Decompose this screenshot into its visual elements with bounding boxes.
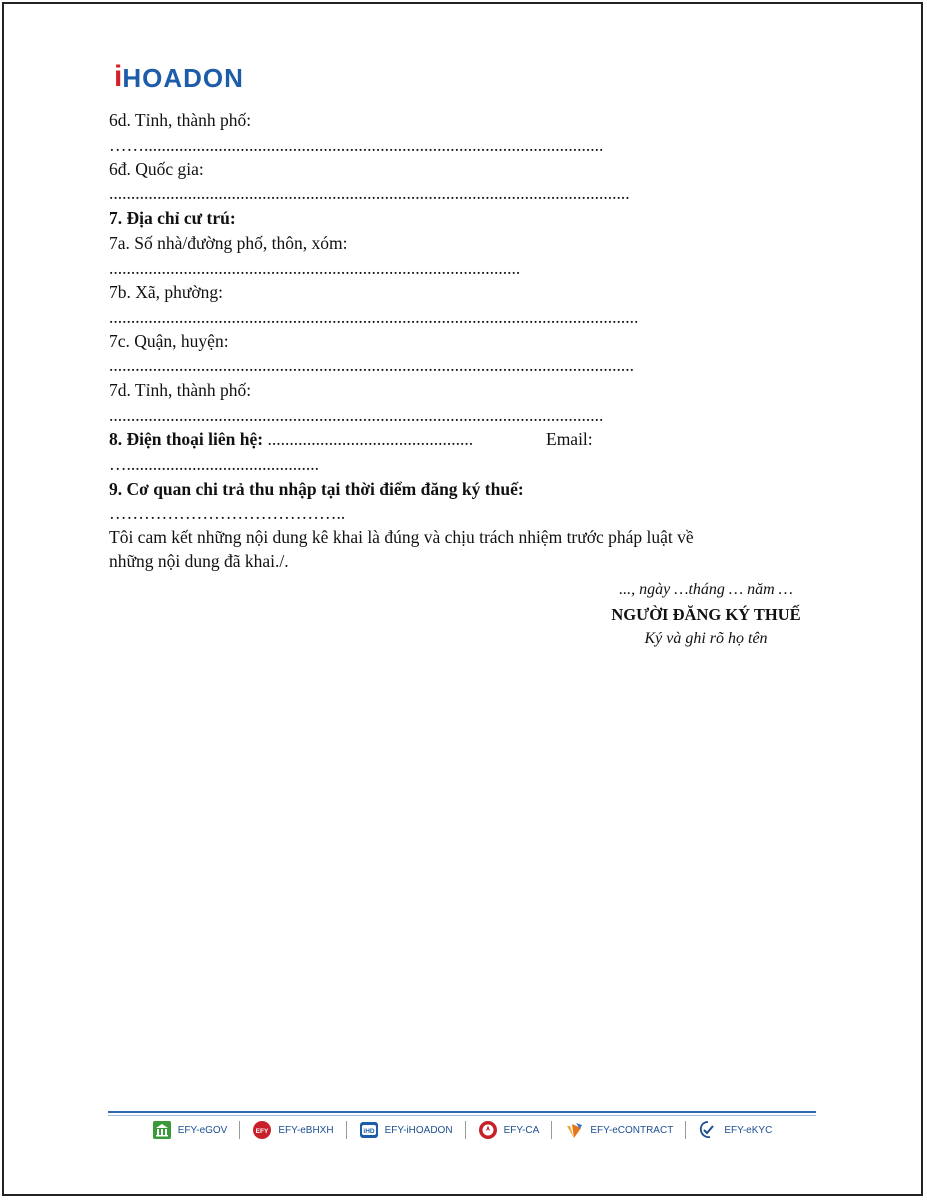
field-7c-label: 7c. Quận, huyện: [109,331,229,351]
commitment-line-2: những nội dung đã khai./. [109,551,289,571]
ihoadon-logo [114,62,244,92]
logo-text: HOADON [122,63,244,93]
field-7c-dots: ........................................................................................................................ [109,355,634,375]
footer-label-econtract: EFY-eCONTRACT [590,1124,674,1136]
section-7-heading: 7. Địa chỉ cư trú: [109,208,236,228]
footer-item-ebhxh[interactable] [240,1120,345,1140]
footer-divider [108,1111,816,1113]
ebhxh-icon [252,1120,272,1140]
logo-i: i [114,60,123,93]
section-9-heading: 9. Cơ quan chi trả thu nhập tại thời điểm đăng ký thuế: [109,479,524,499]
field-9-dots: ………………………………….. [109,503,346,523]
field-6d-dots: ……......................................................................................................... [109,135,604,155]
footer-label-egov: EFY-eGOV [177,1124,228,1136]
ebhxh-badge-text: EFY [256,1128,269,1135]
field-8-dots: ............................................... [263,429,474,449]
field-6d-label: 6d. Tỉnh, thành phố: [109,110,252,130]
field-6dd-dots: ....................................................................................................................... [109,183,630,203]
footer-item-ca[interactable] [466,1120,552,1140]
commitment-line-1: Tôi cam kết những nội dung kê khai là đúng và chịu trách nhiệm trước pháp luật về [109,527,694,547]
footer-item-ihoadon[interactable] [347,1120,465,1140]
econtract-icon [564,1120,584,1140]
field-7a-label: 7a. Số nhà/đường phố, thôn, xóm: [109,233,348,253]
ca-icon [478,1120,498,1140]
ihoadon-icon [359,1120,379,1140]
footer-label-ihoadon: EFY-iHOADON [384,1124,453,1136]
field-8-email-dots: …............................................ [109,454,319,474]
signature-title: NGƯỜI ĐĂNG KÝ THUẾ [611,605,801,624]
signature-note: Ký và ghi rõ họ tên [644,630,768,647]
field-7b-dots: ......................................................................................................................... [109,307,639,327]
page-border [2,2,923,1196]
footer-item-econtract[interactable] [552,1120,685,1140]
field-7b-label: 7b. Xã, phường: [109,282,224,302]
footer-divider-light [108,1115,816,1116]
footer-label-ebhxh: EFY-eBHXH [278,1124,334,1136]
ekyc-icon [698,1120,718,1140]
field-7d-label: 7d. Tỉnh, thành phố: [109,380,252,400]
footer-product-bar [108,1118,816,1142]
signature-date: ..., ngày …tháng … năm … [619,581,793,598]
field-8-email-label: Email: [546,429,593,449]
footer-item-egov[interactable] [140,1120,240,1140]
field-7a-dots: .............................................................................................. [109,258,521,278]
footer-label-ekyc: EFY-eKYC [724,1124,773,1136]
ihoadon-badge-text: iHD [362,1128,375,1135]
footer-label-ca: EFY-CA [503,1124,540,1136]
egov-icon [152,1120,172,1140]
field-6dd-label: 6đ. Quốc gia: [109,159,204,179]
field-8-phone [109,429,473,450]
field-7d-dots: ................................................................................................................. [109,405,604,425]
footer-item-ekyc[interactable] [686,1120,784,1140]
field-8-label: 8. Điện thoại liên hệ: [109,429,264,449]
